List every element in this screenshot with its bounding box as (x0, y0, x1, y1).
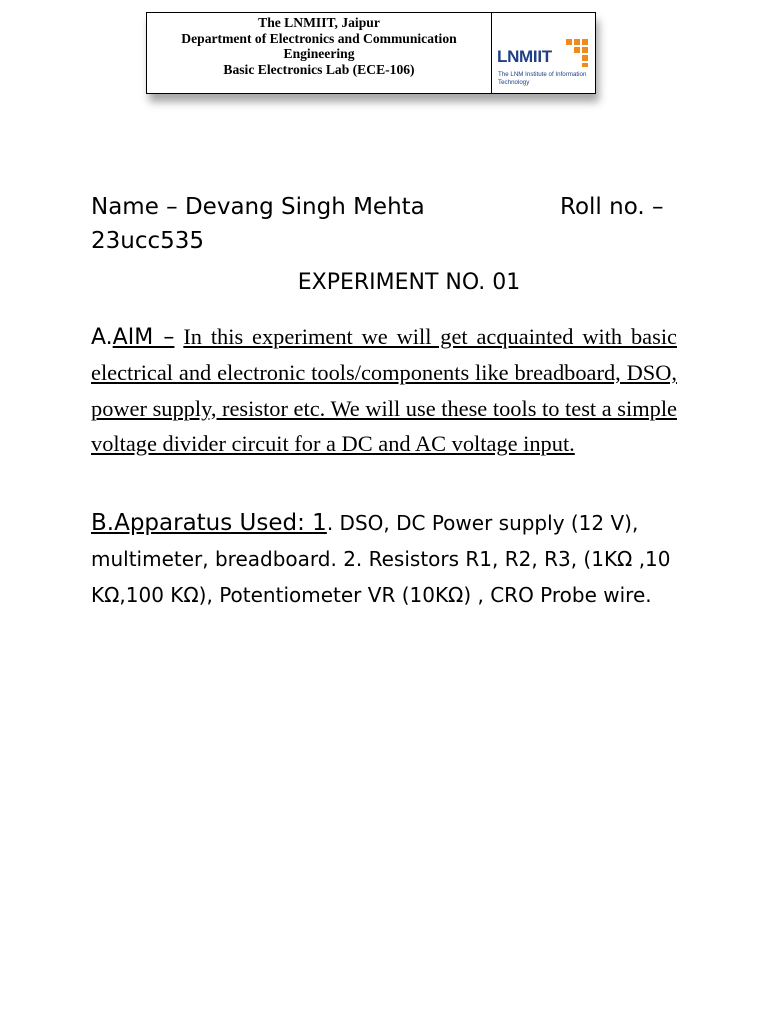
apparatus-section (91, 505, 681, 613)
apparatus-heading: B.Apparatus Used: 1 (91, 510, 327, 536)
header-line: Basic Electronics Lab (ECE-106) (223, 61, 415, 77)
apparatus-text: . DSO, DC Power supply (12 V), multimeter, breadboard. 2. Resistors R1, R2, R3, (1KΩ ,10 KΩ,100 KΩ), Potentiometer VR (10KΩ) , CRO Probe wire. (91, 511, 671, 607)
roll-label: Roll no. – (560, 194, 664, 220)
header-line: Department of Electronics and Communication (181, 30, 457, 46)
aim-heading: AIM – (112, 325, 175, 350)
aim-text: In this experiment we will get acquainted with basic electrical and electronic tools/components like breadboard, DSO, power supply, resistor etc. We will use these tools to test a simple voltage divider circuit for a DC and AC voltage input. (91, 324, 677, 456)
institute-logo (492, 13, 595, 93)
student-info (91, 190, 677, 258)
header-line: The LNMIIT, Jaipur (258, 15, 380, 30)
logo-squares-icon (566, 39, 588, 69)
header-title-block (147, 13, 492, 93)
experiment-title: EXPERIMENT NO. 01 (297, 270, 521, 295)
header-line: Engineering (283, 46, 355, 62)
student-name: Name – Devang Singh Mehta (91, 194, 425, 220)
logo-subtitle: The LNM Institute of Information Technology (498, 71, 587, 86)
aim-section (91, 319, 677, 461)
header-banner (146, 12, 596, 94)
roll-number: 23ucc535 (91, 228, 205, 254)
aim-prefix: A. (91, 325, 113, 350)
logo-word: LNMIIT (497, 47, 552, 66)
